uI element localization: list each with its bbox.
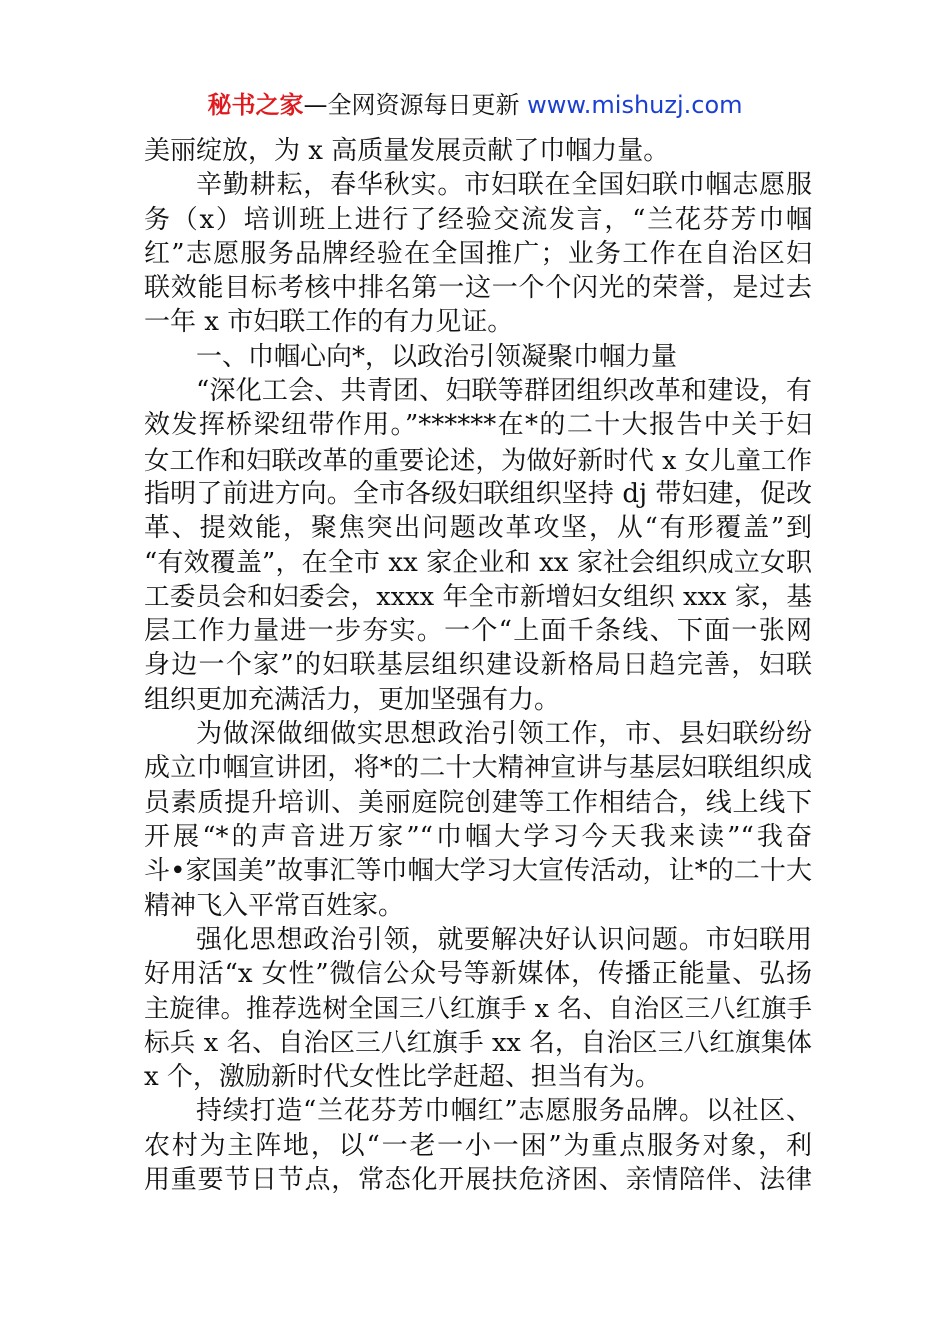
text-line: “深化工会、共青团、妇联等群团组织改革和建设，有	[196, 376, 812, 407]
text-line: 层工作力量进一步夯实。一个“上面千条线、下面一张网	[144, 616, 812, 647]
text-line: 精神飞入平常百姓家。	[144, 890, 405, 921]
text-line: 身边一个家”的妇联基层组织建设新格局日趋完善，妇联	[144, 650, 812, 681]
text-line: 好用活“x 女性”微信公众号等新媒体，传播正能量、弘扬	[144, 959, 812, 990]
text-line: 组织更加充满活力，更加坚强有力。	[144, 684, 561, 715]
page-header	[0, 88, 950, 122]
text-line: 标兵 x 名、自治区三八红旗手 xx 名，自治区三八红旗集体	[144, 1027, 812, 1058]
text-line: 开展“*的声音进万家”“巾帼大学习今天我来读”“我奋	[144, 821, 812, 852]
text-line: 持续打造“兰花芬芳巾帼红”志愿服务品牌。以社区、	[196, 1096, 812, 1127]
text-line: x 个，激励新时代女性比学赶超、担当有为。	[144, 1062, 661, 1093]
header-brand: 秘书之家	[207, 91, 304, 119]
text-line: 指明了前进方向。全市各级妇联组织坚持 dj 带妇建，促改	[144, 478, 812, 509]
text-line: 一年 x 市妇联工作的有力见证。	[144, 307, 514, 338]
document-body	[144, 134, 812, 1197]
text-line: “有效覆盖”，在全市 xx 家企业和 xx 家社会组织成立女职	[144, 547, 812, 578]
section-heading: 一、巾帼心向*，以政治引领凝聚巾帼力量	[196, 341, 678, 372]
text-line: 为做深做细做实思想政治引领工作，市、县妇联纷纷	[196, 719, 812, 750]
header-url[interactable]: www.mishuzj.com	[527, 91, 743, 119]
text-line: 务（x）培训班上进行了经验交流发言，“兰花芬芳巾帼	[144, 204, 812, 235]
text-line: 女工作和妇联改革的重要论述，为做好新时代 x 女儿童工作	[144, 444, 812, 475]
text-line: 美丽绽放，为 x 高质量发展贡献了巾帼力量。	[144, 136, 670, 166]
text-line: 效发挥桥梁纽带作用。”******在*的二十大报告中关于妇	[144, 410, 812, 441]
text-line: 用重要节日节点，常态化开展扶危济困、亲情陪伴、法律	[144, 1164, 812, 1195]
text-line: 红”志愿服务品牌经验在全国推广；业务工作在自治区妇	[144, 238, 812, 269]
text-line: 农村为主阵地，以“一老一小一困”为重点服务对象，利	[144, 1130, 812, 1161]
text-line: 革、提效能，聚焦突出问题改革攻坚，从“有形覆盖”到	[144, 513, 812, 544]
text-line: 辛勤耕耘，春华秋实。市妇联在全国妇联巾帼志愿服	[196, 170, 812, 201]
text-line: 强化思想政治引领，就要解决好认识问题。市妇联用	[196, 924, 812, 955]
text-line: 成立巾帼宣讲团，将*的二十大精神宣讲与基层妇联组织成	[144, 753, 812, 784]
text-line: 员素质提升培训、美丽庭院创建等工作相结合，线上线下	[144, 787, 812, 818]
text-line: 联效能目标考核中排名第一这一个个闪光的荣誉，是过去	[144, 273, 812, 304]
text-line: 工委员会和妇委会，xxxx 年全市新增妇女组织 xxx 家，基	[144, 581, 812, 612]
text-line: 主旋律。推荐选树全国三八红旗手 x 名、自治区三八红旗手	[144, 993, 812, 1024]
text-line: 斗•家国美”故事汇等巾帼大学习大宣传活动，让*的二十大	[144, 856, 812, 887]
header-tagline: —全网资源每日更新	[303, 91, 528, 119]
